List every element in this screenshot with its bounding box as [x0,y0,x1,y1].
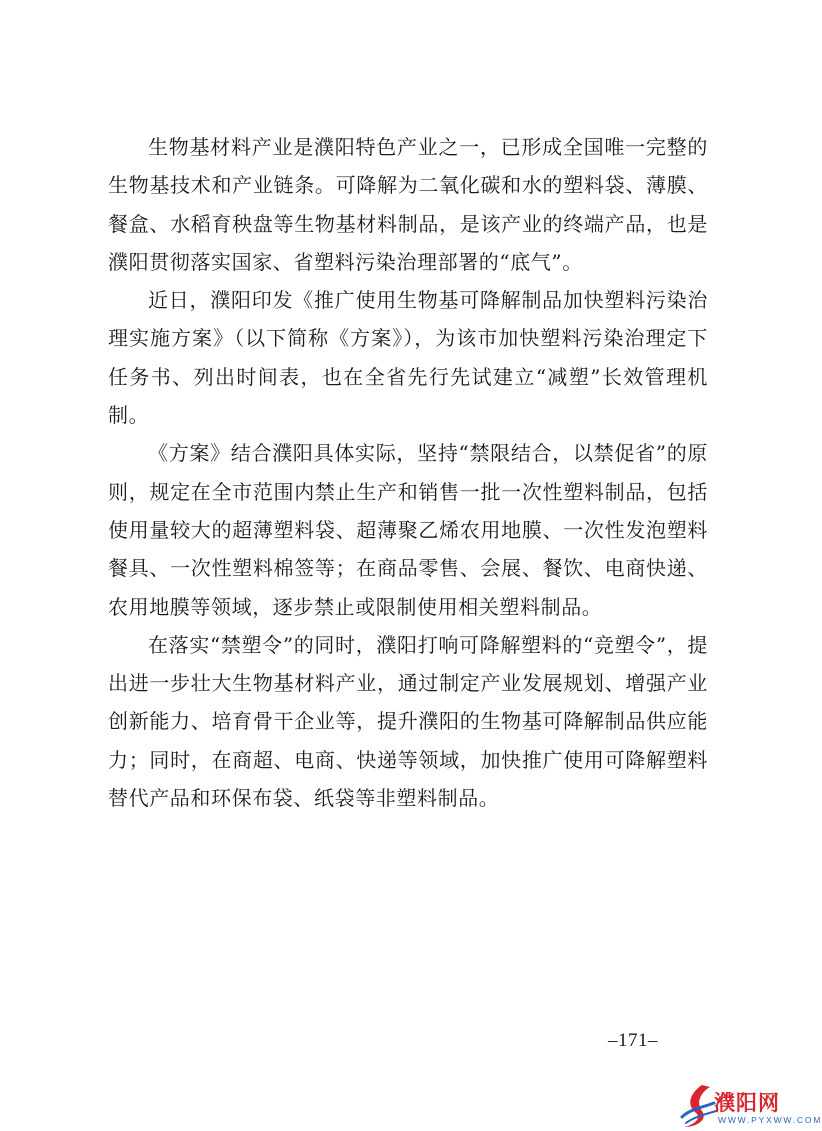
watermark-site-name: 濮阳网 [714,1091,780,1115]
site-watermark [680,1083,822,1129]
watermark-site-url: WWW.PYXWW.COM [718,1115,822,1125]
paragraph-2: 近日，濮阳印发《推广使用生物基可降解制品加快塑料污染治理实施方案》（以下简称《方案》），为该市加快塑料污染治理定下任务书、列出时间表，也在全省先行先试建立“减塑”长效管理机制。 [108,288,708,428]
puyang-logo-icon [680,1083,718,1129]
paragraph-3: 《方案》结合濮阳具体实际，坚持“禁限结合，以禁促省”的原则，规定在全市范围内禁止生产和销售一批一次性塑料制品，包括使用量较大的超薄塑料袋、超薄聚乙烯农用地膜、一次性发泡塑料餐具、一次性塑料棉签等；在商品零售、会展、餐饮、电商快递、农用地膜等领域，逐步禁止或限制使用相关塑料制品。 [108,441,708,619]
page-number: –171– [608,1030,658,1051]
article-body [108,128,708,817]
paragraph-1: 生物基材料产业是濮阳特色产业之一，已形成全国唯一完整的生物基技术和产业链条。可降解为二氧化碳和水的塑料袋、薄膜、餐盒、水稻育秧盘等生物基材料制品，是该产业的终端产品，也是濮阳贯彻落实国家、省塑料污染治理部署的“底气”。 [108,135,708,274]
paragraph-4: 在落实“禁塑令”的同时，濮阳打响可降解塑料的“竞塑令”，提出进一步壮大生物基材料产业，通过制定产业发展规划、增强产业创新能力、培育骨干企业等，提升濮阳的生物基可降解制品供应能力；同时，在商超、电商、快递等领域，加快推广使用可降解塑料替代产品和环保布袋、纸袋等非塑料制品。 [108,632,708,811]
